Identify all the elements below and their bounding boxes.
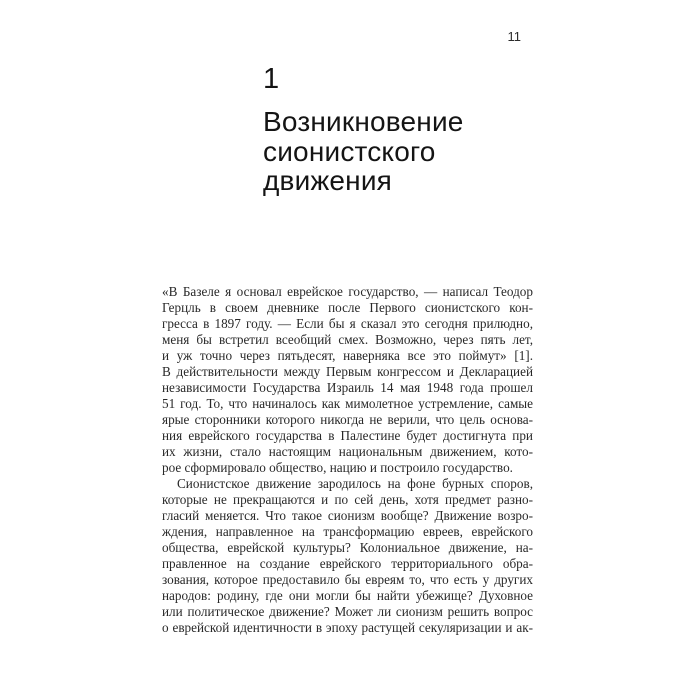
chapter-title-line: движения [263,165,393,196]
text-line: и уж точно через пятьдесят, наверняка все это поймут» [1]. [162,348,533,363]
text-line: народов: родину, где они могли бы найти убежище? Духовное [162,588,533,603]
text-line: 51 год. То, что начиналось как мимолетное устремление, самые [162,396,533,411]
chapter-number: 1 [263,63,280,95]
body-text [162,284,533,636]
text-line: Герцль в своем дневнике после Первого сионистского кон- [162,300,533,315]
text-line: правленное на создание еврейского территориального обра- [162,556,533,571]
text-line: их жизни, стало настоящим национальным движением, кото- [162,444,533,459]
text-line: которые не прекращаются и по сей день, хотя предмет разно- [162,492,533,507]
text-line: гласий меняется. Что такое сионизм вообще? Движение возро- [162,508,533,523]
text-line: ния еврейского государства в Палестине будет достигнута при [162,428,533,443]
chapter-title-line: Возникновение [263,106,464,137]
text-line: или политическое движение? Может ли сионизм решить вопрос [162,604,533,619]
text-line: рое сформировало общество, нацию и построило государство. [162,460,513,475]
page-number: 11 [507,29,521,44]
chapter-heading [263,64,543,196]
text-line: меня бы встретил всеобщий смех. Возможно, через пять лет, [162,332,533,347]
text-line: Сионистское движение зародилось на фоне бурных споров, [177,476,533,491]
text-line: ярые сторонники которого никогда не верили, что цель основа- [162,412,533,427]
text-line: «В Базеле я основал еврейское государство, — написал Теодор [162,284,533,299]
text-line: о еврейской идентичности в эпоху растущей секуляризации и ак- [162,620,533,635]
text-line: общества, еврейской культуры? Колониальное движение, на- [162,540,533,555]
text-line: зования, которое предоставило бы евреям то, что есть у других [162,572,533,587]
chapter-title [263,107,543,196]
text-line: В действительности между Первым конгрессом и Декларацией [162,364,533,379]
text-line: независимости Государства Израиль 14 мая 1948 года прошел [162,380,533,395]
chapter-title-line: сионистского [263,135,436,167]
text-line: ждения, направленное на трансформацию евреев, еврейского [162,524,533,539]
text-line: гресса в 1897 году. — Если бы я сказал это сегодня прилюдно, [162,316,533,331]
